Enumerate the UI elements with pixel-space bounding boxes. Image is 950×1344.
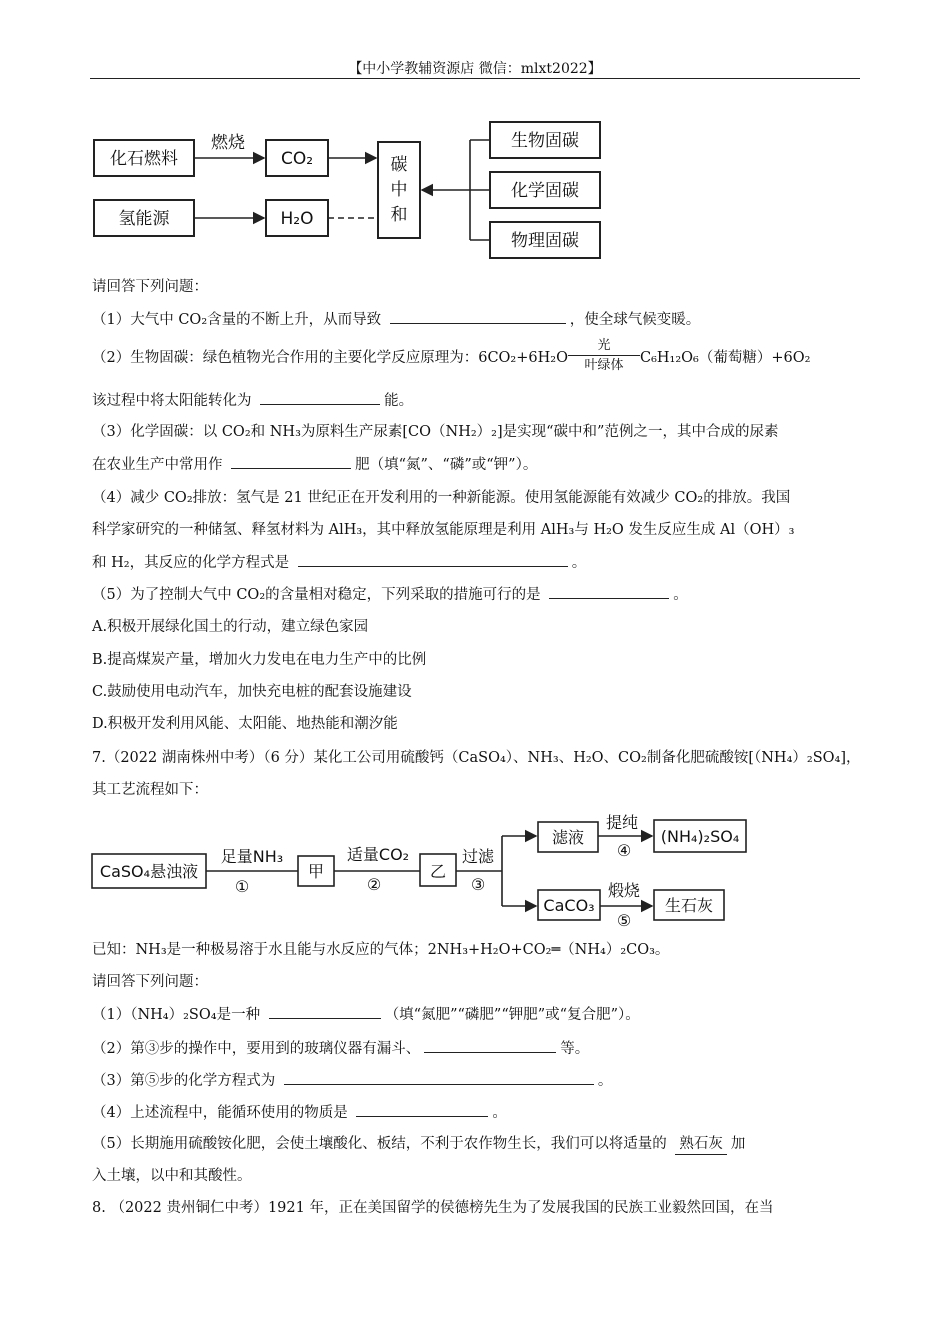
neutral-char-1: 碳 bbox=[390, 155, 408, 175]
lime-label: 生石灰 bbox=[664, 896, 714, 915]
step5-label: 煅烧 bbox=[607, 881, 641, 900]
q6-p3b-text: 在农业生产中常用作 bbox=[92, 457, 223, 473]
q7-intro-2: 其工艺流程如下： bbox=[92, 782, 208, 798]
process-flow-diagram bbox=[88, 808, 760, 934]
q7-part1 bbox=[92, 1004, 640, 1025]
q7-p5-end: 加 bbox=[730, 1136, 746, 1152]
q7-p5-answer: 熟石灰 bbox=[675, 1134, 727, 1155]
q7-intro-1: 7.（2022 湖南株州中考）（6 分）某化工公司用硫酸钙（CaSO₄）、NH₃、H₂O、CO₂制备化肥硫酸铵[（NH₄）₂SO₄]， bbox=[92, 750, 861, 766]
q7-p4-blank[interactable] bbox=[356, 1102, 488, 1117]
q7-p3-text: （3）第⑤步的化学方程式为 bbox=[92, 1073, 276, 1089]
step1-num: ① bbox=[234, 877, 250, 896]
q7-known: 已知：NH₃是一种极易溶于水且能与水反应的气体；2NH₃+H₂O+CO₂═（NH₄）₂CO₃。 bbox=[92, 942, 670, 958]
q7-p2-blank[interactable] bbox=[424, 1038, 556, 1053]
condition-light: 光 bbox=[597, 338, 611, 353]
option-b: B.提高煤炭产量，增加火力发电在电力生产中的比例 bbox=[92, 652, 427, 668]
q8-intro: 8. （2022 贵州铜仁中考）1921 年，正在美国留学的侯德榜先生为了发展我国的民族工业毅然回国，在当 bbox=[92, 1200, 774, 1216]
q7-p3-end: 。 bbox=[597, 1073, 613, 1089]
q7-p1-text: （1）（NH₄）₂SO₄是一种 bbox=[92, 1007, 261, 1023]
q6-p5-end: 。 bbox=[673, 587, 688, 603]
q6-part2 bbox=[92, 338, 811, 374]
q7-p4-text: （4）上述流程中，能循环使用的物质是 bbox=[92, 1105, 348, 1121]
q7-part4 bbox=[92, 1102, 507, 1123]
q6-part4a: （4）减少 CO₂排放：氢气是 21 世纪正在开发利用的一种新能源。使用氢能源能有效减少 CO₂的排放。我国 bbox=[92, 490, 791, 506]
q7-p4-end: 。 bbox=[492, 1105, 507, 1121]
caco3-label: CaCO₃ bbox=[543, 896, 595, 915]
filtrate-label: 滤液 bbox=[551, 828, 585, 847]
q6-p3b-end: 肥（填“氮”、“磷”或“钾”）。 bbox=[355, 457, 538, 473]
q7-p5-text: （5）长期施用硫酸铵化肥，会使土壤酸化、板结，不利于农作物生长，我们可以将适量的 bbox=[92, 1136, 667, 1152]
q7-part2 bbox=[92, 1038, 589, 1059]
q6-p1-end: ，使全球气候变暖。 bbox=[569, 312, 701, 328]
q6-p2-products: C₆H₁₂O₆（葡萄糖）+6O₂ bbox=[639, 350, 811, 366]
phys-label: 物理固碳 bbox=[511, 231, 579, 251]
header-rule bbox=[90, 78, 860, 79]
step4-num: ④ bbox=[616, 841, 632, 860]
q6-part3a: （3）化学固碳：以 CO₂和 NH₃为原料生产尿素[CO（NH₂）₂]是实现“碳中和”范例之一，其中合成的尿素 bbox=[92, 424, 779, 440]
q6-p4-blank[interactable] bbox=[298, 552, 568, 567]
neutral-char-2: 中 bbox=[390, 180, 408, 200]
step2-num: ② bbox=[366, 875, 382, 894]
option-d: D.积极开发利用风能、太阳能、地热能和潮汐能 bbox=[92, 716, 398, 732]
jia-label: 甲 bbox=[307, 862, 325, 881]
caso4-label: CaSO₄悬浊液 bbox=[99, 862, 199, 881]
q6-p5-text: （5）为了控制大气中 CO₂的含量相对稳定，下列采取的措施可行的是 bbox=[92, 587, 541, 603]
hydrogen-label: 氢能源 bbox=[118, 209, 170, 229]
q7-p2-end: 等。 bbox=[560, 1041, 590, 1057]
q6-p3-blank[interactable] bbox=[231, 454, 351, 469]
product-label: (NH₄)₂SO₄ bbox=[660, 827, 740, 846]
condition-chlorophyll: 叶绿体 bbox=[584, 358, 624, 373]
q7-part5b: 入土壤，以中和其酸性。 bbox=[92, 1168, 252, 1184]
q6-part4c bbox=[92, 552, 586, 573]
chem-label: 化学固碳 bbox=[511, 181, 579, 201]
burn-label: 燃烧 bbox=[211, 133, 245, 153]
q6-p2-text: （2）生物固碳：绿色植物光合作用的主要化学反应原理为：6CO₂+6H₂O bbox=[92, 350, 568, 366]
q7-prompt: 请回答下列问题： bbox=[92, 974, 208, 990]
step1-label: 足量NH₃ bbox=[220, 847, 284, 866]
q6-part2-cont bbox=[92, 390, 413, 411]
q7-part3 bbox=[92, 1070, 612, 1091]
q6-part3b bbox=[92, 454, 537, 475]
q7-p3-blank[interactable] bbox=[284, 1070, 594, 1085]
q6-p2c-text: 该过程中将太阳能转化为 bbox=[92, 393, 252, 409]
h2o-label: H₂O bbox=[280, 209, 314, 229]
q6-prompt: 请回答下列问题： bbox=[92, 279, 208, 295]
page-header: 【中小学教辅资源店 微信：mlxt2022】 bbox=[348, 61, 602, 77]
q6-p4c-text: 和 H₂，其反应的化学方程式是 bbox=[92, 555, 290, 571]
q6-p2c-end: 能。 bbox=[384, 393, 414, 409]
step2-label: 适量CO₂ bbox=[346, 845, 410, 864]
q6-p4c-end: 。 bbox=[571, 555, 587, 571]
q6-p2-blank[interactable] bbox=[260, 390, 380, 405]
yi-label: 乙 bbox=[429, 862, 447, 881]
step3-label: 过滤 bbox=[461, 847, 495, 866]
option-c: C.鼓励使用电动汽车，加快充电桩的配套设施建设 bbox=[92, 684, 412, 700]
q6-part4b: 科学家研究的一种储氢、释氢材料为 AlH₃，其中释放氢能原理是利用 AlH₃与 H₂O 发生反应生成 Al（OH）₃ bbox=[92, 522, 795, 538]
step5-num: ⑤ bbox=[616, 911, 632, 930]
q6-part1 bbox=[92, 309, 700, 330]
q7-p1-blank[interactable] bbox=[269, 1004, 381, 1019]
q7-p1-end: （填“氮肥”“磷肥”“钾肥”或“复合肥”）。 bbox=[384, 1007, 640, 1023]
q6-p1-text: （1）大气中 CO₂含量的不断上升，从而导致 bbox=[92, 312, 382, 328]
step3-num: ③ bbox=[470, 875, 486, 894]
q6-p1-blank[interactable] bbox=[390, 309, 566, 324]
q6-part5 bbox=[92, 584, 688, 605]
carbon-neutral-diagram bbox=[88, 112, 618, 264]
option-a: A.积极开展绿化国土的行动，建立绿色家园 bbox=[92, 619, 369, 635]
q7-part5a bbox=[92, 1134, 745, 1155]
fossil-fuel-label: 化石燃料 bbox=[110, 149, 178, 169]
reaction-condition bbox=[568, 338, 640, 374]
step4-label: 提纯 bbox=[605, 813, 639, 832]
q6-p5-blank[interactable] bbox=[549, 584, 669, 599]
q7-p2-text: （2）第③步的操作中，要用到的玻璃仪器有漏斗、 bbox=[92, 1041, 421, 1057]
co2-label: CO₂ bbox=[280, 149, 314, 169]
bio-label: 生物固碳 bbox=[511, 131, 579, 151]
neutral-char-3: 和 bbox=[390, 205, 408, 225]
